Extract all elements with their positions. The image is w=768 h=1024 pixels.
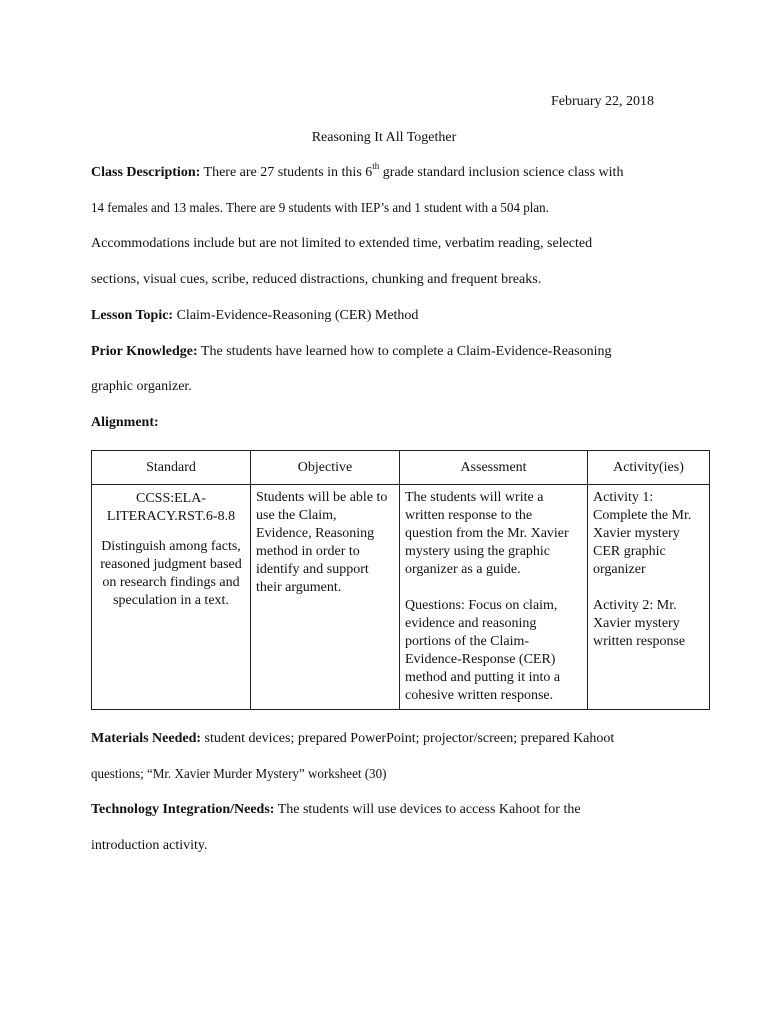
- header-activities: Activity(ies): [588, 451, 710, 485]
- activity-2: Activity 2: Mr. Xavier mystery written response: [593, 598, 686, 649]
- class-description-line-3: Accommodations include but are not limited to extended time, verbatim reading, selected: [91, 236, 593, 251]
- materials-label: Materials Needed:: [91, 731, 202, 746]
- prior-knowledge-line-2: graphic organizer.: [91, 379, 192, 394]
- technology-text-1: The students will use devices to access Kahoot for the: [277, 802, 581, 817]
- alignment-table: [91, 450, 710, 710]
- technology-line-2: introduction activity.: [91, 838, 208, 853]
- header-assessment: Assessment: [400, 451, 588, 485]
- standard-code: [97, 490, 245, 526]
- assessment-text-1: The students will write a written response to the question from the Mr. Xavier mystery using the graphic organizer as a guide.: [405, 490, 569, 577]
- class-description-line-2: 14 females and 13 males. There are 9 students with IEP’s and 1 student with a 504 plan.: [91, 201, 549, 216]
- class-description-text-1b: grade standard inclusion science class with: [379, 165, 624, 180]
- lesson-topic: [91, 308, 418, 324]
- alignment-row: [92, 485, 710, 710]
- prior-knowledge-label: Prior Knowledge:: [91, 344, 198, 359]
- lesson-title: Reasoning It All Together: [311, 130, 457, 145]
- standard-cell: [92, 485, 251, 710]
- paragraph-gap: [593, 579, 704, 597]
- assessment-cell: [400, 485, 588, 710]
- class-description-line-4: sections, visual cues, scribe, reduced distractions, chunking and frequent breaks.: [91, 272, 542, 287]
- materials-text-1: student devices; prepared PowerPoint; projector/screen; prepared Kahoot: [204, 731, 615, 746]
- technology-line-1: [91, 802, 581, 818]
- assessment-text-2: Questions: Focus on claim, evidence and reasoning portions of the Claim-Evidence-Response (CER) method and putting it into a cohesive written response.: [405, 598, 561, 703]
- materials-line-2-wrap: [91, 767, 409, 783]
- materials-line-1: [91, 731, 614, 747]
- class-description-label: Class Description:: [91, 165, 201, 180]
- header-objective: Objective: [251, 451, 400, 485]
- prior-knowledge-line-1: [91, 344, 611, 360]
- technology-label: Technology Integration/Needs:: [91, 802, 275, 817]
- prior-knowledge-text-1: The students have learned how to complete a Claim-Evidence-Reasoning: [200, 344, 612, 359]
- activities-cell: [588, 485, 710, 710]
- alignment-label: Alignment:: [91, 415, 159, 430]
- paragraph-gap: [405, 579, 582, 597]
- ordinal-suffix: th: [372, 161, 380, 172]
- class-description-line-1: [91, 161, 624, 181]
- standard-description: Distinguish among facts, reasoned judgment based on research findings and speculation in a text.: [100, 539, 242, 608]
- class-description-text-1: There are 27 students in this 6: [203, 165, 373, 180]
- standard-code-line-2: LITERACY.RST.6-8.8: [106, 509, 236, 524]
- lesson-topic-text: Claim-Evidence-Reasoning (CER) Method: [176, 308, 419, 323]
- materials-line-2: questions; “Mr. Xavier Murder Mystery” worksheet (30): [91, 767, 387, 782]
- objective-text: Students will be able to use the Claim, Evidence, Reasoning method in order to identify and support their argument.: [256, 490, 388, 595]
- alignment-header-row: [92, 451, 710, 485]
- objective-cell: [251, 485, 400, 710]
- standard-code-line-1: CCSS:ELA-: [135, 491, 206, 506]
- document-date: February 22, 2018: [550, 94, 654, 109]
- class-description-line-2-wrap: [91, 201, 583, 217]
- lesson-topic-label: Lesson Topic:: [91, 308, 174, 323]
- activity-1: Activity 1: Complete the Mr. Xavier mystery CER graphic organizer: [593, 490, 692, 577]
- header-standard: Standard: [92, 451, 251, 485]
